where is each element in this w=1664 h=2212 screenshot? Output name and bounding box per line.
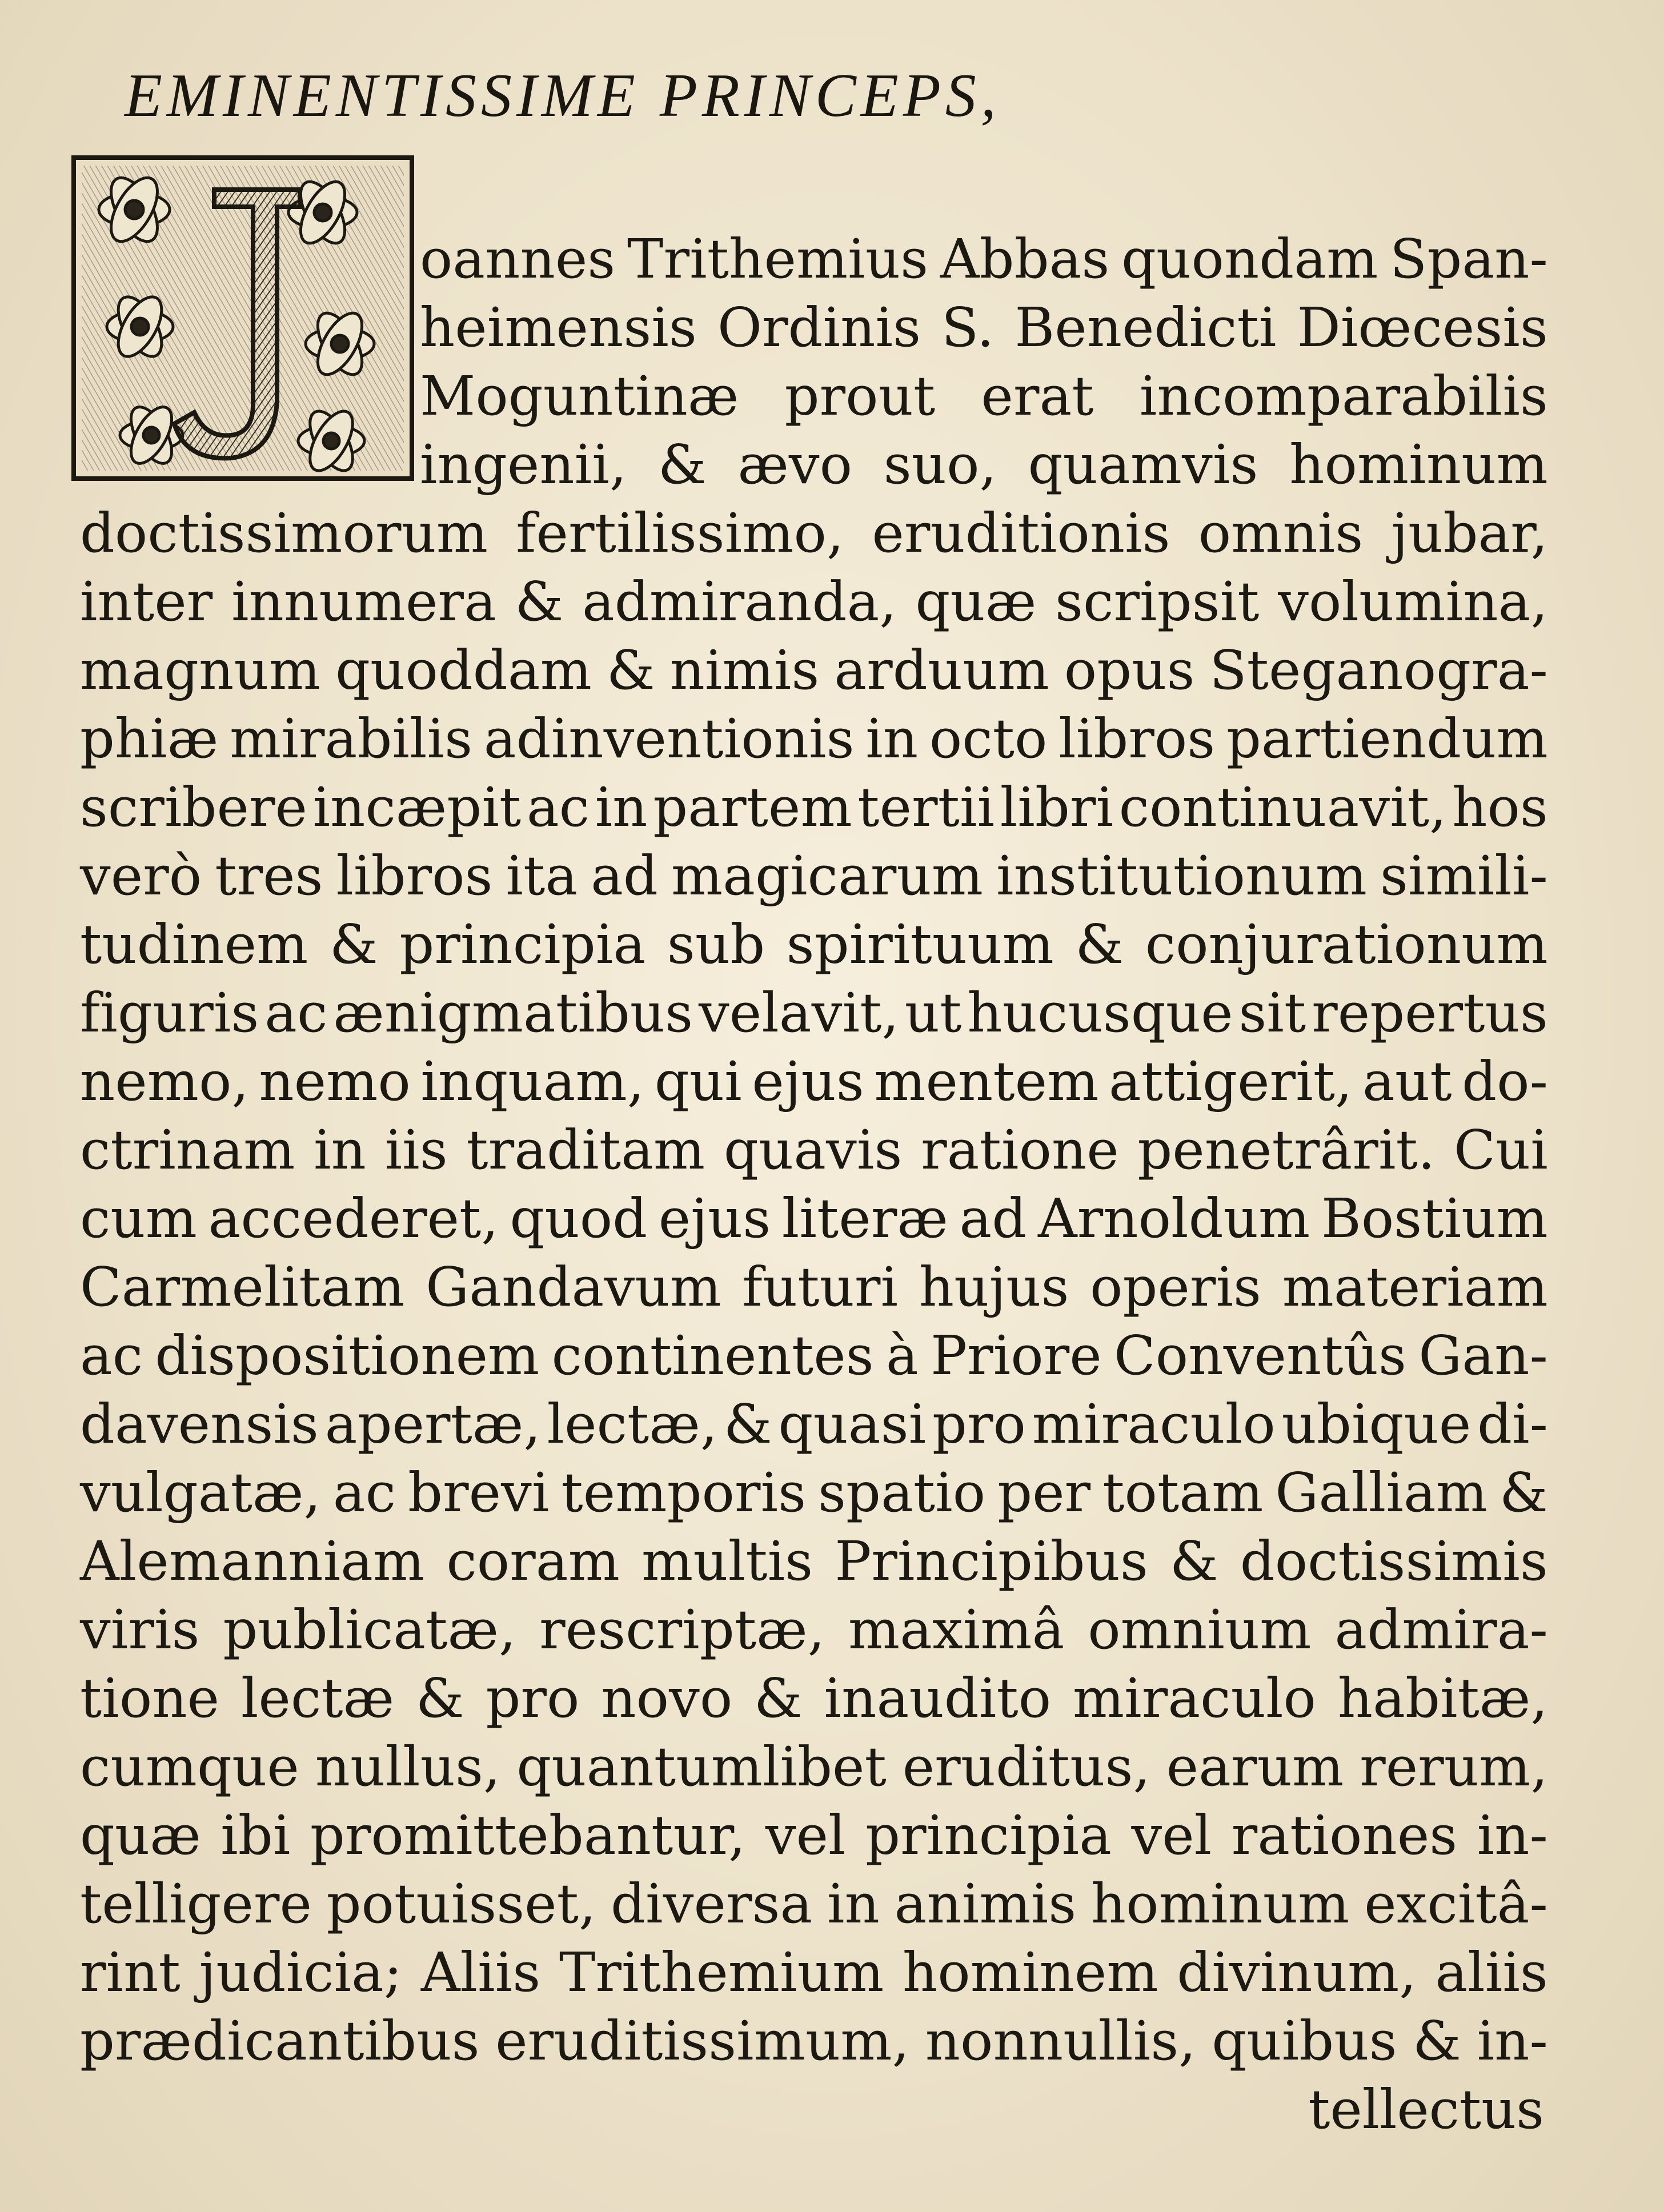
- word: pro: [932, 1393, 1027, 1456]
- text-line-15: [80, 1183, 1548, 1254]
- text-line-22: [80, 1663, 1548, 1734]
- word: miraculo: [1032, 1393, 1276, 1456]
- word: ctrinam: [80, 1119, 295, 1182]
- word: rint: [80, 1941, 181, 2004]
- word: hucusque: [967, 982, 1233, 1045]
- page-heading: EMINENTISSIME PRINCEPS,: [125, 62, 1001, 130]
- word: Aliis: [420, 1941, 541, 2004]
- word: rationes: [1231, 1804, 1458, 1867]
- text-line-23: [80, 1732, 1548, 1802]
- text-line-16: [80, 1252, 1548, 1323]
- word: nonnullis,: [925, 2010, 1196, 2073]
- word: vulgatæ,: [80, 1462, 321, 1524]
- word: admira-: [1334, 1599, 1548, 1661]
- text-line-24: [80, 1800, 1548, 1871]
- word: davensis: [80, 1393, 319, 1456]
- word: Alemanniam: [80, 1530, 425, 1593]
- word: materiam: [1282, 1256, 1548, 1319]
- word: doctissimis: [1240, 1530, 1548, 1593]
- word: ejus: [658, 1187, 771, 1250]
- word: Trithemium: [559, 1941, 884, 2004]
- word: Diœcesis: [1297, 296, 1548, 359]
- word: Ordinis: [717, 296, 921, 359]
- word: ac: [264, 982, 328, 1045]
- word: in: [314, 1119, 367, 1182]
- word: nimis: [669, 639, 820, 702]
- word: &: [724, 1393, 772, 1456]
- word: eruditissimum,: [495, 2010, 910, 2073]
- word: iis: [384, 1119, 448, 1182]
- word: Carmelitam: [80, 1256, 405, 1319]
- word: Priore: [931, 1324, 1102, 1387]
- word: incæpit: [312, 776, 522, 839]
- word: repertus: [1312, 982, 1548, 1045]
- word: spirituum: [786, 913, 1054, 976]
- word: admiranda,: [582, 571, 897, 633]
- word: inaudito: [824, 1667, 1052, 1730]
- word: velavit,: [699, 982, 899, 1045]
- word: institutionum: [996, 845, 1368, 908]
- word: phiæ: [80, 708, 219, 770]
- text-line-12: [80, 978, 1548, 1049]
- word: ac: [526, 776, 590, 839]
- word: tres: [215, 845, 323, 908]
- word: potuisset,: [326, 1873, 596, 1936]
- word: ingenii,: [420, 433, 627, 496]
- word: scribere: [80, 776, 308, 839]
- word: quamvis: [1028, 433, 1258, 496]
- text-line-7: [80, 635, 1548, 706]
- word: omnium: [1088, 1599, 1312, 1661]
- word: ad: [591, 845, 659, 908]
- word: &: [606, 639, 655, 702]
- word: in-: [1477, 1804, 1548, 1867]
- text-line-5: [80, 498, 1548, 569]
- text-line-21: [80, 1595, 1548, 1665]
- word: eruditus,: [902, 1736, 1150, 1798]
- word: publicatæ,: [223, 1599, 516, 1661]
- word: temporis: [561, 1462, 807, 1524]
- word: spatio: [818, 1462, 986, 1524]
- word: operis: [1090, 1256, 1262, 1319]
- word: eruditionis: [872, 502, 1170, 565]
- word: Arnoldum: [1037, 1187, 1310, 1250]
- word: vel: [1131, 1804, 1212, 1867]
- word: quavis: [723, 1119, 903, 1182]
- text-line-11: [80, 909, 1548, 980]
- word: aliis: [1435, 1941, 1548, 2004]
- word: quoddam: [335, 639, 592, 702]
- word: traditam: [466, 1119, 705, 1182]
- word: tione: [80, 1667, 220, 1730]
- word: &: [754, 1667, 803, 1730]
- word: suo,: [883, 433, 997, 496]
- text-line-19: [80, 1458, 1548, 1528]
- word: arduum: [834, 639, 1049, 702]
- text-line-25: [80, 1869, 1548, 1940]
- text-line-6: [80, 567, 1548, 637]
- word: libros: [1058, 708, 1216, 770]
- text-line-8: [80, 704, 1548, 774]
- word: Span-: [1390, 228, 1548, 291]
- word: Cui: [1454, 1119, 1548, 1182]
- word: quasi: [778, 1393, 927, 1456]
- word: quondam: [1121, 228, 1378, 291]
- word: tertii: [857, 776, 995, 839]
- word: literæ: [781, 1187, 948, 1250]
- word: viris: [80, 1599, 200, 1661]
- word: maximâ: [848, 1599, 1065, 1661]
- text-line-13: [80, 1046, 1548, 1117]
- word: hujus: [919, 1256, 1069, 1319]
- word: &: [515, 571, 564, 633]
- word: vel: [765, 1804, 846, 1867]
- word: ac: [332, 1462, 396, 1524]
- word: cum: [80, 1187, 198, 1250]
- word: dispositionem: [155, 1324, 540, 1387]
- word: magicarum: [671, 845, 984, 908]
- text-line-9: [80, 772, 1548, 843]
- word: tudinem: [80, 913, 308, 976]
- word: ævo: [737, 433, 853, 496]
- word: ratione: [921, 1119, 1119, 1182]
- word: futuri: [742, 1256, 899, 1319]
- word: Trithemius: [627, 228, 929, 291]
- word: continuavit,: [1118, 776, 1447, 839]
- woodcut-initial-image: [71, 155, 414, 481]
- word: innumera: [231, 571, 496, 633]
- word: ad: [959, 1187, 1027, 1250]
- word: Principibus: [835, 1530, 1148, 1593]
- word: simili-: [1380, 845, 1548, 908]
- word: ænigmatibus: [333, 982, 693, 1045]
- word: do-: [1462, 1050, 1548, 1113]
- word: S.: [941, 296, 995, 359]
- word: ita: [506, 845, 578, 908]
- word: in: [595, 776, 648, 839]
- text-line-10: [80, 841, 1548, 912]
- decorated-initial-j: [71, 155, 414, 481]
- word: prout: [784, 365, 936, 428]
- word: lectæ: [240, 1667, 395, 1730]
- word: hominum: [1289, 433, 1548, 496]
- word: judicia;: [199, 1941, 403, 2004]
- word: earum: [1166, 1736, 1344, 1798]
- word: hominem: [903, 1941, 1158, 2004]
- word: erat: [981, 365, 1094, 428]
- word: di-: [1477, 1393, 1548, 1456]
- text-line-20: [80, 1526, 1548, 1597]
- word: sub: [667, 913, 765, 976]
- word: mirabilis: [230, 708, 473, 770]
- word: miraculo: [1072, 1667, 1317, 1730]
- word: quod: [510, 1187, 648, 1250]
- word: ubique: [1281, 1393, 1471, 1456]
- word: animis: [894, 1873, 1077, 1936]
- word: excitâ-: [1364, 1873, 1548, 1936]
- word: nullus,: [315, 1736, 501, 1798]
- word: Gan-: [1418, 1324, 1548, 1387]
- word: Benedicti: [1015, 296, 1277, 359]
- word: partem: [653, 776, 852, 839]
- word: Conventûs: [1114, 1324, 1407, 1387]
- word: ut: [904, 982, 962, 1045]
- text-line-3: [420, 361, 1548, 432]
- word: lectæ,: [547, 1393, 718, 1456]
- word: in-: [1477, 2010, 1548, 2073]
- word: apertæ,: [324, 1393, 541, 1456]
- word: magnum: [80, 639, 321, 702]
- word: telligere: [80, 1873, 312, 1936]
- word: penetrârit.: [1137, 1119, 1436, 1182]
- word: Steganogra-: [1209, 639, 1548, 702]
- word: jubar,: [1391, 502, 1548, 565]
- word: divinum,: [1177, 1941, 1417, 2004]
- text-line-26: [80, 1937, 1548, 2008]
- word: pro: [486, 1667, 580, 1730]
- word: libri: [1000, 776, 1114, 839]
- word: in: [827, 1873, 880, 1936]
- word: principia: [865, 1804, 1112, 1867]
- word: principia: [399, 913, 646, 976]
- word: prædicantibus: [80, 2010, 480, 2073]
- word: &: [658, 433, 707, 496]
- word: qui: [654, 1050, 742, 1113]
- word: ac: [80, 1324, 143, 1387]
- word: aut: [1362, 1050, 1452, 1113]
- word: &: [1499, 1462, 1548, 1524]
- word: cumque: [80, 1736, 299, 1798]
- word: volumina,: [1278, 571, 1548, 633]
- word: quæ: [80, 1804, 201, 1867]
- word: &: [1170, 1530, 1218, 1593]
- word: figuris: [80, 982, 259, 1045]
- word: quæ: [915, 571, 1037, 633]
- word: octo: [929, 708, 1048, 770]
- text-line-4: [420, 429, 1548, 500]
- word: novo: [601, 1667, 733, 1730]
- word: rescriptæ,: [539, 1599, 825, 1661]
- word: quibus: [1212, 2010, 1397, 2073]
- word: inter: [80, 571, 213, 633]
- word: omnis: [1198, 502, 1364, 565]
- word: &: [415, 1667, 464, 1730]
- word: à: [885, 1324, 919, 1387]
- word: heimensis: [420, 296, 697, 359]
- word: in: [865, 708, 919, 770]
- word: hos: [1452, 776, 1548, 839]
- text-line-14: [80, 1115, 1548, 1186]
- text-line-27: [80, 2006, 1548, 2077]
- word: diversa: [611, 1873, 813, 1936]
- word: conjurationum: [1145, 913, 1548, 976]
- word: nemo,: [80, 1050, 249, 1113]
- word: habitæ,: [1337, 1667, 1548, 1730]
- word: oannes: [420, 228, 616, 291]
- word: brevi: [408, 1462, 550, 1524]
- word: sit: [1238, 982, 1306, 1045]
- word: incomparabilis: [1139, 365, 1548, 428]
- text-line-2: [420, 292, 1548, 363]
- word: &: [1075, 913, 1124, 976]
- word: fertilissimo,: [516, 502, 844, 565]
- word: continentes: [551, 1324, 874, 1387]
- word: nemo: [259, 1050, 411, 1113]
- word: accederet,: [208, 1187, 499, 1250]
- word: Bostium: [1321, 1187, 1548, 1250]
- word: libros: [336, 845, 493, 908]
- catchword: tellectus: [1308, 2078, 1544, 2141]
- text-line-17: [80, 1320, 1548, 1391]
- word: inquam,: [420, 1050, 645, 1113]
- word: multis: [641, 1530, 813, 1593]
- word: opus: [1064, 639, 1195, 702]
- word: per: [997, 1462, 1091, 1524]
- word: coram: [446, 1530, 620, 1593]
- word: ejus: [752, 1050, 864, 1113]
- text-line-18: [80, 1389, 1548, 1460]
- word: partiendum: [1226, 708, 1548, 770]
- word: ibi: [220, 1804, 291, 1867]
- word: adinventionis: [483, 708, 855, 770]
- word: Abbas: [940, 228, 1110, 291]
- word: &: [330, 913, 378, 976]
- word: Gandavum: [426, 1256, 721, 1319]
- word: doctissimorum: [80, 502, 488, 565]
- word: &: [1413, 2010, 1462, 2073]
- word: Galliam: [1275, 1462, 1488, 1524]
- word: Moguntinæ: [420, 365, 739, 428]
- word: totam: [1102, 1462, 1264, 1524]
- word: rerum,: [1360, 1736, 1548, 1798]
- word: promittebantur,: [310, 1804, 746, 1867]
- word: hominum: [1090, 1873, 1350, 1936]
- word: verò: [80, 845, 202, 908]
- word: quantumlibet: [516, 1736, 887, 1798]
- text-line-1: [420, 224, 1548, 295]
- word: scripsit: [1055, 571, 1260, 633]
- word: attigerit,: [1109, 1050, 1353, 1113]
- word: mentem: [874, 1050, 1099, 1113]
